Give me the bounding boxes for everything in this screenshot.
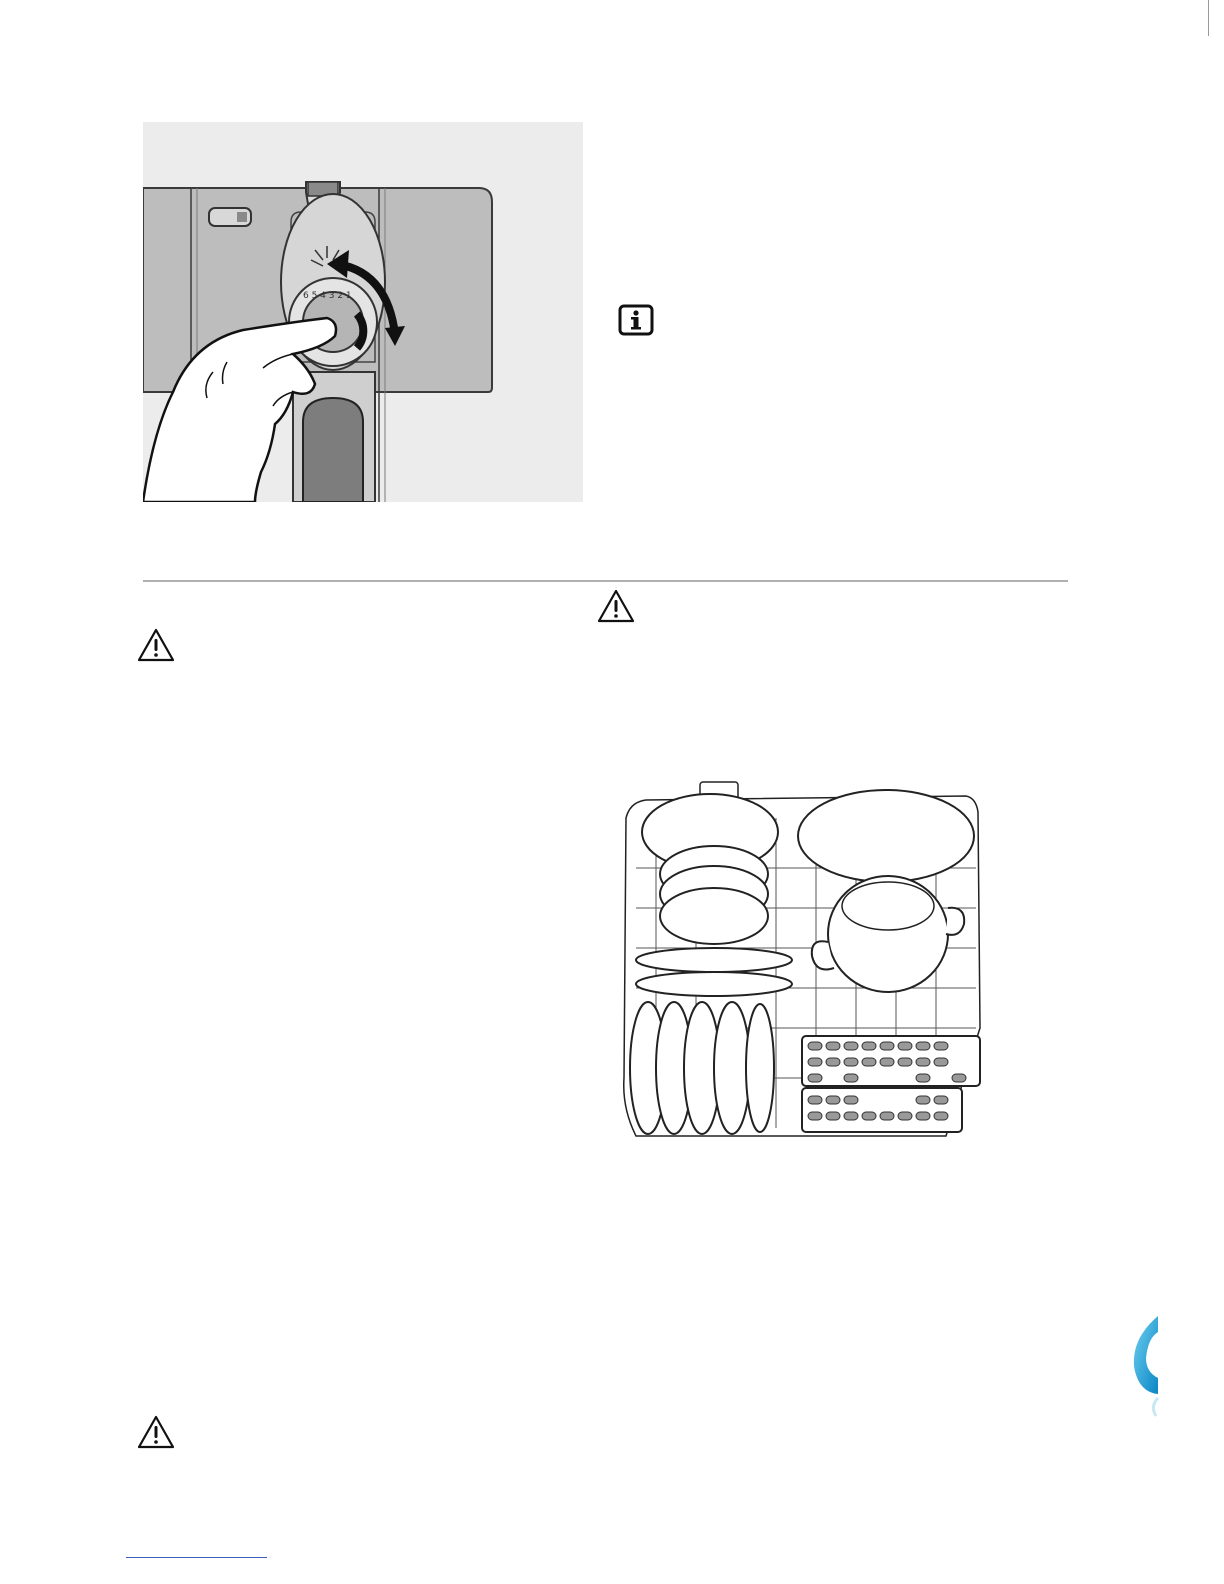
brand-swirl-graphic xyxy=(1130,1308,1160,1418)
warning-icon xyxy=(136,626,176,666)
section-divider xyxy=(143,580,1068,582)
dishwasher-basket-illustration xyxy=(616,778,986,1143)
top-edge-rule xyxy=(1208,0,1209,36)
warning-icon xyxy=(596,587,636,627)
info-icon xyxy=(618,304,654,336)
footer-link-underline xyxy=(126,1557,267,1558)
warning-icon xyxy=(136,1413,176,1453)
dial-adjust-illustration xyxy=(143,122,583,502)
svg-text:6 5 4 3 2 1: 6 5 4 3 2 1 xyxy=(303,291,352,301)
